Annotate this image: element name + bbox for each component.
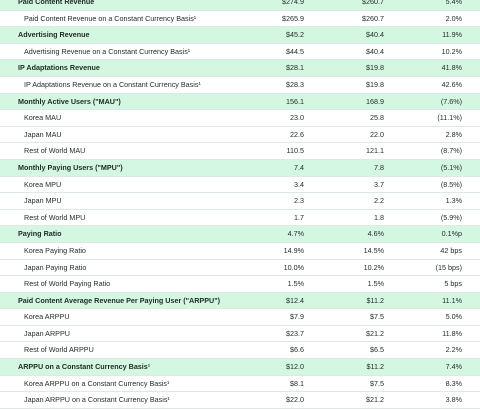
row-label: Paid Content Revenue on a Constant Currency Basis¹: [24, 13, 197, 23]
row-value-3: 5.0%: [445, 312, 462, 322]
table-row: [0, 260, 480, 277]
row-value-3: (5.1%): [440, 162, 462, 172]
section-header-row: [0, 359, 480, 376]
row-value-2: $260.7: [362, 0, 384, 6]
row-value-2: 1.8: [374, 212, 384, 222]
row-label: Advertising Revenue on a Constant Currency Basis¹: [24, 46, 191, 56]
row-value-1: 23.0: [290, 113, 304, 123]
row-value-2: 2.2: [374, 196, 384, 206]
row-value-1: 14.9%: [283, 245, 304, 255]
row-value-2: 10.2%: [363, 262, 384, 272]
row-value-1: $28.1: [286, 63, 304, 73]
row-label: Monthly Paying Users ("MPU"): [18, 162, 123, 172]
row-label: Paid Content Revenue: [18, 0, 95, 6]
row-value-2: $11.2: [366, 362, 384, 372]
row-value-3: 42.6%: [441, 79, 462, 89]
row-label: Rest of World MPU: [24, 212, 86, 222]
table-row: [0, 276, 480, 293]
table-row: [0, 143, 480, 160]
row-value-1: $6.6: [290, 345, 304, 355]
row-value-1: $23.7: [286, 328, 304, 338]
row-value-1: $7.9: [290, 312, 304, 322]
section-header-row: [0, 293, 480, 310]
row-label: Japan MAU: [24, 129, 62, 139]
row-value-1: $274.9: [282, 0, 304, 6]
row-label: Korea MPU: [24, 179, 62, 189]
row-value-2: 3.7: [374, 179, 384, 189]
row-label: Rest of World ARPPU: [24, 345, 94, 355]
row-label: Japan ARPPU: [24, 328, 70, 338]
row-label: Korea ARPPU: [24, 312, 70, 322]
section-header-row: [0, 60, 480, 77]
row-value-3: (15 bps): [435, 262, 462, 272]
row-value-1: $265.9: [282, 13, 304, 23]
row-label: Monthly Active Users ("MAU"): [18, 96, 121, 106]
row-value-2: $7.5: [370, 312, 384, 322]
row-value-2: 4.6%: [367, 229, 384, 239]
table-row: [0, 177, 480, 194]
row-value-2: $21.2: [366, 395, 384, 405]
table-row: [0, 392, 480, 409]
table-row: [0, 127, 480, 144]
row-value-3: 11.9%: [442, 30, 462, 40]
row-label: Japan ARPPU on a Constant Currency Basis¹: [24, 395, 170, 405]
table-row: [0, 309, 480, 326]
table-row: [0, 326, 480, 343]
table-row: [0, 11, 480, 28]
row-label: Rest of World MAU: [24, 146, 86, 156]
row-value-3: 42 bps: [440, 245, 462, 255]
row-value-2: $19.8: [366, 63, 384, 73]
section-header-row: [0, 160, 480, 177]
row-value-2: $7.5: [370, 378, 384, 388]
table-row: [0, 110, 480, 127]
row-value-1: $22.0: [286, 395, 304, 405]
table-row: [0, 77, 480, 94]
row-value-1: 1.5%: [287, 279, 304, 289]
row-label: ARPPU on a Constant Currency Basis¹: [18, 362, 151, 372]
row-value-2: $11.2: [366, 295, 384, 305]
row-value-3: 1.3%: [445, 196, 462, 206]
row-value-3: 41.8%: [441, 63, 462, 73]
row-value-3: 0.1%p: [441, 229, 462, 239]
row-label: Japan Paying Ratio: [24, 262, 87, 272]
row-value-2: 25.8: [370, 113, 384, 123]
row-value-1: 2.3: [294, 196, 304, 206]
row-value-2: $21.2: [366, 328, 384, 338]
row-label: Paid Content Average Revenue Per Paying User ("ARPPU"): [18, 295, 220, 305]
row-value-3: 5.4%: [445, 0, 462, 6]
row-label: Advertising Revenue: [18, 30, 90, 40]
row-value-1: 156.1: [286, 96, 304, 106]
row-value-2: $6.5: [370, 345, 384, 355]
row-value-2: 1.5%: [367, 279, 384, 289]
row-value-1: 110.5: [286, 146, 304, 156]
row-value-2: $260.7: [362, 13, 384, 23]
row-value-2: $40.4: [366, 46, 384, 56]
row-value-3: 11.1%: [442, 295, 462, 305]
section-header-row: [0, 27, 480, 44]
row-value-3: (7.6%): [440, 96, 462, 106]
row-value-1: 22.6: [290, 129, 304, 139]
row-value-3: (8.5%): [440, 179, 462, 189]
row-label: Korea MAU: [24, 113, 62, 123]
row-value-1: $8.1: [290, 378, 304, 388]
row-label: Rest of World Paying Ratio: [24, 279, 111, 289]
row-value-1: 7.4: [294, 162, 304, 172]
table-row: [0, 44, 480, 61]
section-header-row: [0, 0, 480, 11]
row-value-2: 168.9: [366, 96, 384, 106]
row-value-3: 2.0%: [445, 13, 462, 23]
row-value-3: 2.2%: [445, 345, 462, 355]
row-label: Japan MPU: [24, 196, 62, 206]
table-row: [0, 210, 480, 227]
row-label: Korea ARPPU on a Constant Currency Basis¹: [24, 378, 170, 388]
row-label: Korea Paying Ratio: [24, 245, 86, 255]
row-value-1: $28.3: [286, 79, 304, 89]
row-value-3: 7.4%: [445, 362, 462, 372]
section-header-row: [0, 94, 480, 111]
row-value-3: 2.8%: [445, 129, 462, 139]
row-value-2: 121.1: [366, 146, 384, 156]
row-value-1: $12.0: [286, 362, 304, 372]
row-value-1: 10.0%: [283, 262, 304, 272]
row-label: Paying Ratio: [18, 229, 62, 239]
row-value-1: $44.5: [286, 46, 304, 56]
row-value-3: 11.8%: [442, 328, 462, 338]
row-value-1: 4.7%: [287, 229, 304, 239]
row-value-1: 3.4: [294, 179, 304, 189]
row-value-3: 10.2%: [441, 46, 462, 56]
row-value-1: $45.2: [286, 30, 304, 40]
row-value-2: 22.0: [370, 129, 384, 139]
row-value-2: 14.5%: [363, 245, 384, 255]
table-row: [0, 243, 480, 260]
table-row: [0, 342, 480, 359]
row-value-2: $40.4: [366, 30, 384, 40]
row-value-1: 1.7: [294, 212, 304, 222]
row-label: IP Adaptations Revenue on a Constant Currency Basis¹: [24, 79, 201, 89]
row-value-3: (5.9%): [440, 212, 462, 222]
row-value-3: 5 bps: [444, 279, 462, 289]
row-value-3: (8.7%): [440, 146, 462, 156]
row-value-3: 3.8%: [445, 395, 462, 405]
section-header-row: [0, 226, 480, 243]
row-label: IP Adaptations Revenue: [18, 63, 100, 73]
row-value-3: (11.1%): [437, 113, 462, 123]
table-row: [0, 376, 480, 393]
row-value-3: 8.3%: [445, 378, 462, 388]
row-value-1: $12.4: [286, 295, 304, 305]
row-value-2: $19.8: [366, 79, 384, 89]
row-value-2: 7.8: [374, 162, 384, 172]
table-row: [0, 193, 480, 210]
